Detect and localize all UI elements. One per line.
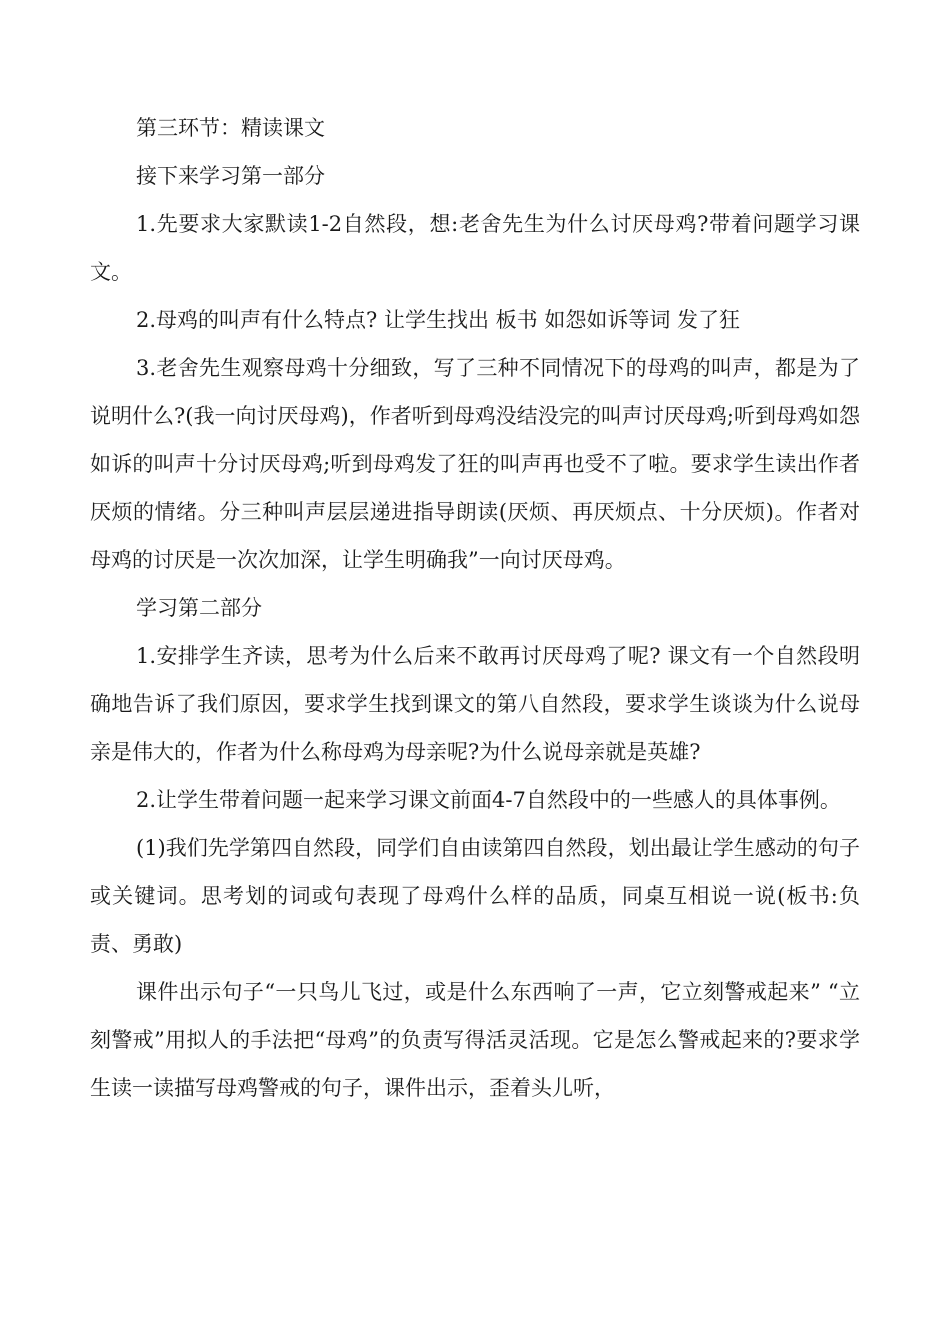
document-body — [90, 104, 860, 1112]
part-one-heading: 接下来学习第一部分 — [136, 164, 325, 188]
paragraph: 课件出示句子“一只鸟儿飞过，或是什么东西响了一声，它立刻警戒起来” “立刻警戒”用拟人的手法把“母鸡”的负责写得活灵活现。它是怎么警戒起来的?要求学生读一读描写母鸡警戒的句子，课件出示，歪着头儿听， — [90, 980, 860, 1100]
part-two-heading: 学习第二部分 — [136, 596, 262, 620]
section-heading: 第三环节：精读课文 — [136, 116, 325, 140]
paragraph: (1)我们先学第四自然段，同学们自由读第四自然段，划出最让学生感动的句子或关键词。思考划的词或句表现了母鸡什么样的品质，同桌互相说一说(板书:负责、勇敢) — [90, 836, 860, 956]
paragraph: 2.让学生带着问题一起来学习课文前面4-7自然段中的一些感人的具体事例。 — [136, 788, 841, 812]
paragraph: 2.母鸡的叫声有什么特点? 让学生找出 板书 如怨如诉等词 发了狂 — [136, 308, 740, 332]
paragraph: 1.先要求大家默读1-2自然段，想:老舍先生为什么讨厌母鸡?带着问题学习课文。 — [90, 212, 860, 284]
paragraph: 1.安排学生齐读，思考为什么后来不敢再讨厌母鸡了呢? 课文有一个自然段明确地告诉了我们原因，要求学生找到课文的第八自然段，要求学生谈谈为什么说母亲是伟大的，作者为什么称母鸡为母亲呢?为什么说母亲就是英雄? — [90, 644, 860, 764]
paragraph: 3.老舍先生观察母鸡十分细致，写了三种不同情况下的母鸡的叫声，都是为了说明什么?(我一向讨厌母鸡)，作者听到母鸡没结没完的叫声讨厌母鸡;听到母鸡如怨如诉的叫声十分讨厌母鸡;听到母鸡发了狂的叫声再也受不了啦。要求学生读出作者厌烦的情绪。分三种叫声层层递进指导朗读(厌烦、再厌烦点、十分厌烦)。作者对母鸡的讨厌是一次次加深，让学生明确我”一向讨厌母鸡。 — [90, 356, 860, 572]
